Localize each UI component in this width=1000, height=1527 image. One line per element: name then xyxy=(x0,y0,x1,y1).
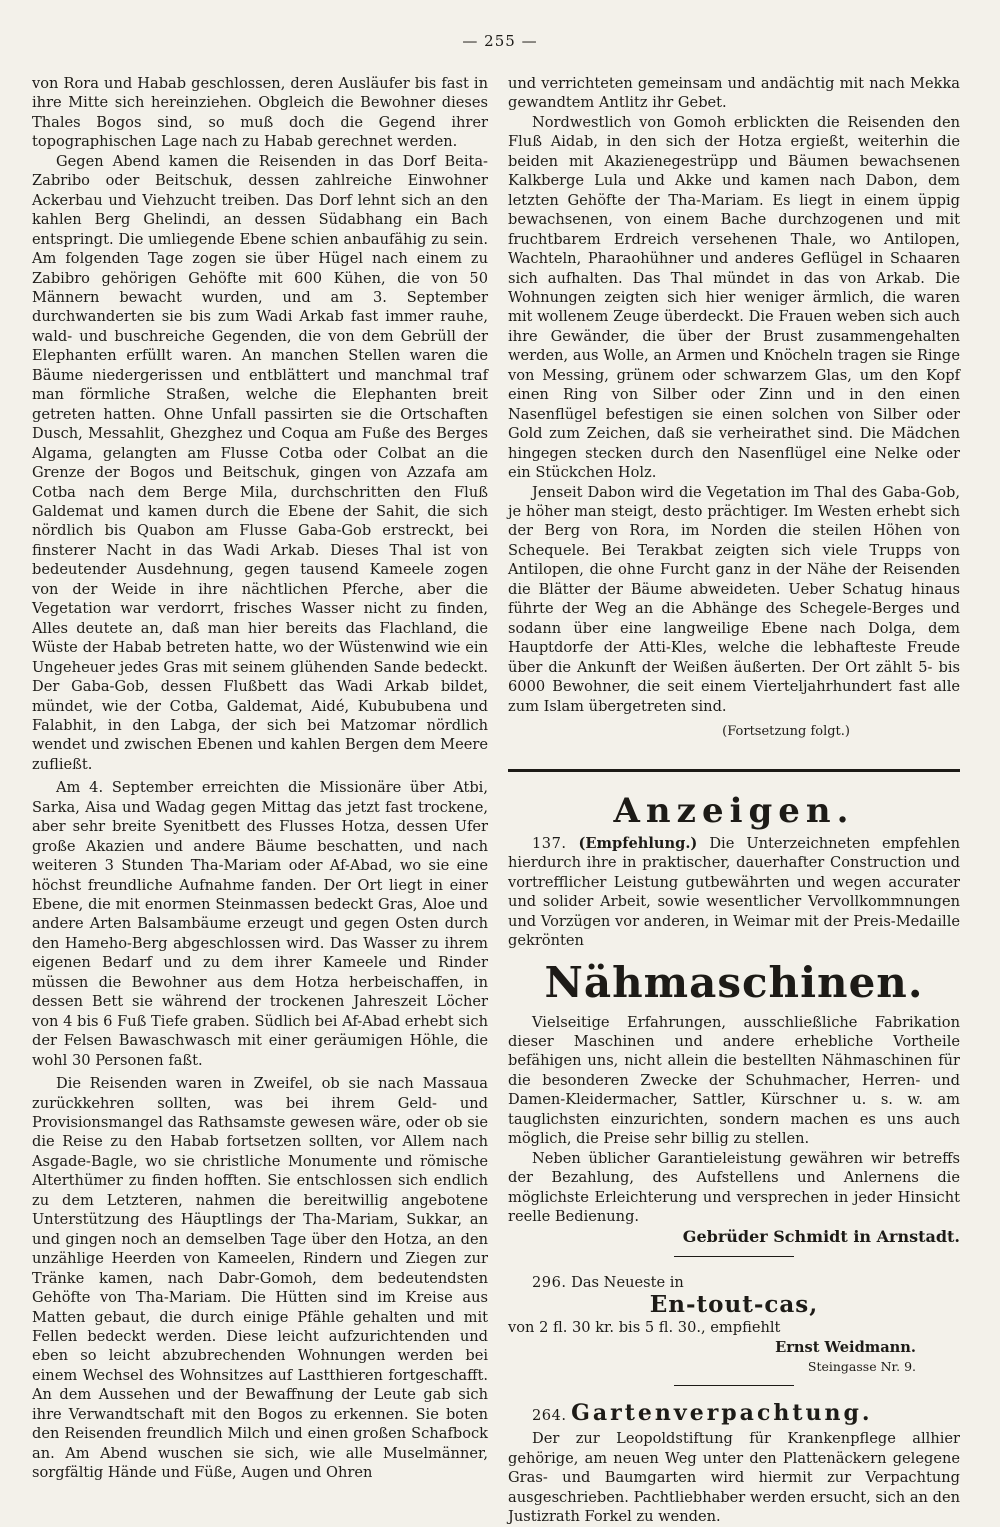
ad-signature: Gebrüder Schmidt in Arnstadt. xyxy=(682,1226,960,1246)
ad-intro: Die Unterzeichneten empfehlen hierdurch ihre in praktischer, dauerhafter Construction und vortrefflicher Leistung gutbewährten und wegen accurater und solider Arbeit, sowie wesentlicher Vervollkommnungen und Vorzügen vor anderen, in Weimar mit der Preis-Medaille gekrönten xyxy=(508,834,961,950)
ad-intro: Das Neueste in xyxy=(571,1274,684,1292)
ad-product-title: En-tout-cas, xyxy=(649,1291,819,1319)
ad-signature: Ernst Weidmann. xyxy=(775,1338,916,1356)
ad-separator xyxy=(674,1256,794,1257)
advertisement-en-tout-cas xyxy=(508,1273,960,1377)
ad-price: von 2 fl. 30 kr. bis 5 fl. 30., empfiehlt xyxy=(508,1319,781,1337)
ad-title: Gartenverpachtung. xyxy=(571,1399,873,1426)
ads-heading: Anzeigen. xyxy=(613,791,855,832)
advertisement-garden-lease xyxy=(508,1399,960,1527)
ad-body: Neben üblicher Garantieleistung gewähren wir betreffs der Bezahlung, des Aufstellens und Anlernens die möglichste Erleichterung und versprechen in jeder Hinsicht reelle Bedienung. xyxy=(508,1149,960,1226)
article-paragraph: Gegen Abend kamen die Reisenden in das Dorf Beita-Zabribo oder Beitschuk, dessen zahlreiche Einwohner Ackerbau und Viehzucht treiben. Das Dorf lehnt sich an den kahlen Berg Ghelindi, an dessen Südabhang ein Bach entspringt. Die umliegende Ebene schien anbaufähig zu sein. Am folgenden Tage zogen sie über Hügel nach einem zu Zabibro gehörigen Gehöfte mit 600 Kühen, die von 50 Männern bewacht wurden, und am 3. September durchwanderten sie bis zum Wadi Arkab fast immer rauhe, wald- und buschreiche Gegenden, die von dem Gebrüll der Elephanten erfüllt waren. An manchen Stellen waren die Bäume niedergerissen und entblättert und manchmal traf man förmliche Straßen, welche die Elephanten breit getreten hatten. Ohne Unfall passirten sie die Ortschaften Dusch, Messahlit, Ghezghez und Coqua am Fuße des Berges Algama, gelangten am Flusse Cotba oder Colbat an die Grenze der Bogos und Beitschuk, gingen von Azzafa am Cotba nach dem Berge Mila, durchschritten den Fluß Galdemat und kamen durch die Ebene der Sahit, die sich nördlich bis Quabon am Flusse Gaba-Gob erstreckt, bei finsterer Nacht in das Wadi Arkab. Dieses Thal ist von bedeutender Ausdehnung, gegen tausend Kameele zogen von der Weide in ihre nächtlichen Pferche, aber die Vegetation war verdorrt, frisches Wasser nicht zu finden, Alles deutete an, daß man hier bereits das Flachland, die Wüste der Habab betreten hatte, wo der Wüstenwind wie ein Ungeheuer jedes Gras mit seinem glühenden Sande bedeckt. Der Gaba-Gob, dessen Flußbett das Wadi Arkab bildet, mündet, wie der Cotba, Galdemat, Aidé, Kubububena und Falabhit, in den Labga, der sich bei Matzomar nördlich wendet und zwischen Ebenen und kahlen Bergen dem Meere zufließt. xyxy=(32,152,488,773)
ad-heading: (Empfehlung.) xyxy=(578,834,698,852)
ad-address: Steingasse Nr. 9. xyxy=(807,1359,916,1375)
article-paragraph: Die Reisenden waren in Zweifel, ob sie nach Massaua zurückkehren sollten, was bei ihrem Geld- und Provisionsmangel das Rathsamste gewesen wäre, oder ob sie die Reise zu den Habab fortsetzen sollten, vor Allem nach Asgade-Bagle, wo sie christliche Monumente und römische Alterthümer zu finden hofften. Sie entschlossen sich endlich zu dem Letzteren, nahmen die bereitwillig angebotene Unterstützung des Häuptlings der Tha-Mariam, Sukkar, an und gingen noch an demselben Tage über den Hotza, an den unzählige Heerden von Kameelen, Rindern und Ziegen zur Tränke kamen, nach Dabr-Gomoh, dem bedeutendsten Gehöfte von Tha-Mariam. Die Hütten sind im Kreise aus Matten gebaut, die durch einige Pfähle gehalten und mit Fellen bedeckt werden. Diese leicht aufzurichtenden und eben so leicht abzubrechenden Wohnungen werden bei einem Wechsel des Wohnsitzes auf Lastthieren fortgeschafft. An dem Aussehen und der Bewaffnung der Leute gab sich ihre Verwandtschaft mit den Bogos zu erkennen. Sie boten den Reisenden freundlich Milch und einen großen Schafbock an. Am Abend wuschen sie sich, wie alle Muselmänner, sorgfältig Hände und Füße, Augen und Ohren xyxy=(32,1075,488,1482)
ad-number: 296. xyxy=(532,1274,567,1292)
article-paragraph: und verrichteten gemeinsam und andächtig mit nach Mekka gewandtem Antlitz ihr Gebet. xyxy=(508,75,960,112)
continuation-note: (Fortsetzung folgt.) xyxy=(722,723,850,739)
article-paragraph: von Rora und Habab geschlossen, deren Ausläufer bis fast in ihre Mitte sich hereinziehen. Obgleich die Bewohner dieses Thales Bogos sind, so muß doch die Gegend ihrer topographischen Lage nach zu Habab gerechnet werden. xyxy=(32,75,488,151)
section-divider xyxy=(508,769,960,772)
ad-number: 137. xyxy=(532,834,567,852)
ad-body: Der zur Leopoldstiftung für Krankenpflege allhier gehörige, am neuen Weg unter den Plattenäckern gelegene Gras- und Baumgarten wird hiermit zur Verpachtung ausgeschrieben. Pachtliebhaber werden ersucht, sich an den Justizrath Forkel zu wenden. xyxy=(508,1430,960,1526)
article-paragraph: Jenseit Dabon wird die Vegetation im Thal des Gaba-Gob, je höher man steigt, desto prächtiger. Im Westen erhebt sich der Berg von Rora, im Norden die steilen Höhen von Schequele. Bei Terakbat zeigten sich viele Trupps von Antilopen, die ohne Furcht ganz in der Nähe der Reisenden die Blätter der Bäume abweideten. Ueber Schatug hinaus führte der Weg an die Abhänge des Schegele-Berges und sodann über eine langweilige Ebene nach Dolga, dem Hauptdorfe der Atti-Kles, welche die lebhafteste Freude über die Ankunft der Weißen äußerten. Der Ort zählt 5- bis 6000 Bewohner, die seit einem Vierteljahrhundert fast alle zum Islam übergetreten sind. xyxy=(508,483,960,715)
article-paragraph: Nordwestlich von Gomoh erblickten die Reisenden den Fluß Aidab, in den sich der Hotza ergießt, weiterhin die beiden mit Akazienegestrüpp und Bäumen bewachsenen Kalkberge Lula und Akke und kamen nach Dabon, dem letzten Gehöfte der Tha-Mariam. Es liegt in einem üppig bewachsenen, von einem Bache durchzogenen und mit fruchtbarem Erdreich versehenen Thale, wo Antilopen, Wachteln, Pharaohühner und anderes Geflügel in Schaaren sich aufhalten. Das Thal mündet in das von Arkab. Die Wohnungen zeigten sich hier weniger ärmlich, die waren mit wollenem Zeuge überdeckt. Die Frauen weben sich auch ihre Gewänder, die über der Brust zusammengehalten werden, aus Wolle, an Armen und Knöcheln tragen sie Ringe von Messing, grünem oder schwarzem Glas, um den Kopf einen Ring von Silber oder Zinn und in den einen Nasenflügel befestigen sie einen solchen von Silber oder Gold zum Zeichen, daß sie verheirathet sind. Die Mädchen hingegen stecken durch den Nasenflügel eine Nelke oder ein Stückchen Holz. xyxy=(508,113,960,482)
advertisement-sewing-machines xyxy=(508,834,960,1246)
right-column xyxy=(508,74,960,1527)
page-number: — 255 — xyxy=(462,32,538,50)
ad-number: 264. xyxy=(532,1406,567,1424)
ad-separator xyxy=(674,1385,794,1386)
left-column xyxy=(32,74,488,1483)
ad-product-title: Nähmaschinen. xyxy=(544,957,924,1007)
article-paragraph: Am 4. September erreichten die Missionäre über Atbi, Sarka, Aisa und Wadag gegen Mittag das jetzt fast trockene, aber sehr breite Syenitbett des Flusses Hotza, dessen Ufer große Akazien und andere Bäume beschatten, und nach weiteren 3 Stunden Tha-Mariam oder Af-Abad, wo sie eine höchst freundliche Aufnahme fanden. Der Ort liegt in einer Ebene, die mit enormen Steinmassen bedeckt Gras, Aloe und andere Arten Balsambäume erzeugt und gegen Osten durch den Hameho-Berg abgeschlossen wird. Das Wasser zu ihrem eigenen Bedarf und zu dem ihrer Kameele und Rinder müssen die Bewohner aus dem Hotza herbeischaffen, in dessen Bett sie während der trockenen Jahreszeit Löcher von 4 bis 6 Fuß Tiefe graben. Südlich bei Af-Abad erhebt sich der Felsen Bawaschwasch mit einer geräumigen Höhle, die wohl 30 Personen faßt. xyxy=(32,779,488,1069)
ad-body: Vielseitige Erfahrungen, ausschließliche Fabrikation dieser Maschinen und andere erhebliche Vortheile befähigen uns, nicht allein die bestellten Nähmaschinen für die besonderen Zwecke der Schuhmacher, Herren- und Damen-Kleidermacher, Sattler, Kürschner u. s. w. am tauglichsten einzurichten, sondern machen es uns auch möglich, die Preise sehr billig zu stellen. xyxy=(508,1013,960,1148)
